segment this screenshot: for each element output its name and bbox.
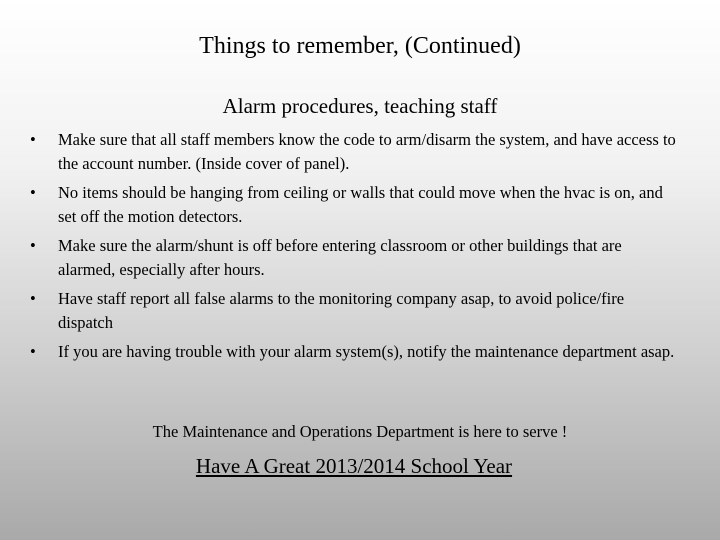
list-item <box>30 128 680 176</box>
bullet-text: No items should be hanging from ceiling or walls that could move when the hvac is on, and set off the motion detectors. <box>58 183 663 226</box>
bullet-icon: • <box>30 236 36 255</box>
bullet-text: Have staff report all false alarms to the monitoring company asap, to avoid police/fire dispatch <box>58 289 625 332</box>
list-item <box>30 181 680 229</box>
bullet-icon: • <box>30 183 36 202</box>
school-year-banner: Have A Great 2013/2014 School Year <box>195 454 513 478</box>
bullet-list <box>30 128 680 369</box>
list-item <box>30 234 680 282</box>
bullet-icon: • <box>30 289 36 308</box>
bullet-text: If you are having trouble with your alarm system(s), notify the maintenance department asap. <box>58 342 675 361</box>
list-item <box>30 287 680 335</box>
closing-statement: The Maintenance and Operations Department is here to serve ! <box>152 422 568 441</box>
bullet-text: Make sure the alarm/shunt is off before entering classroom or other buildings that are alarmed, especially after hours. <box>58 236 622 279</box>
slide-subtitle: Alarm procedures, teaching staff <box>222 94 498 118</box>
slide-title: Things to remember, (Continued) <box>199 33 521 59</box>
bullet-icon: • <box>30 130 36 149</box>
bullet-icon: • <box>30 342 36 361</box>
list-item <box>30 340 680 364</box>
bullet-text: Make sure that all staff members know the code to arm/disarm the system, and have access to the account number. (Inside cover of panel). <box>58 130 676 173</box>
